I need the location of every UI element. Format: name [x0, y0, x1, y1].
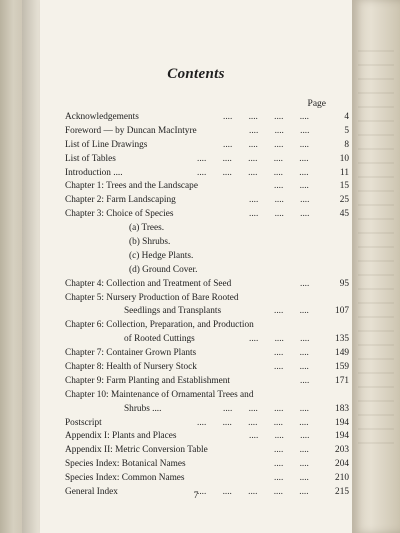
toc-page-number: 203: [335, 445, 349, 456]
toc-page-number: 11: [340, 167, 349, 178]
toc-entry-title: Chapter 3: Choice of Species: [65, 209, 174, 220]
toc-page-number: 204: [335, 459, 349, 470]
toc-entry: [65, 430, 349, 444]
book-page: [40, 0, 352, 533]
page-title: Contents: [167, 66, 225, 82]
toc-page-number: 149: [335, 348, 349, 359]
toc-entry: [65, 180, 349, 194]
toc-leader-dots: .... ....: [274, 362, 309, 373]
toc-entry: [65, 389, 349, 403]
toc-entry-title: General Index: [65, 487, 118, 498]
toc-leader-dots: ....: [300, 278, 310, 289]
toc-page-number: 5: [344, 125, 349, 136]
toc-leader-dots: .... .... .... .... ....: [197, 167, 309, 178]
toc-entry-title: Chapter 9: Farm Planting and Establishment: [65, 375, 230, 386]
book-spine: [0, 0, 22, 533]
toc-entry-title: Chapter 6: Collection, Preparation, and Production: [65, 320, 254, 331]
toc-page-number: 25: [339, 195, 349, 206]
toc-page-number: 159: [335, 362, 349, 373]
toc-entry-title: (a) Trees.: [129, 223, 165, 234]
toc-entry-title: of Rooted Cuttings: [124, 334, 195, 345]
toc-page-number: 45: [339, 209, 349, 220]
toc-page-number: 183: [335, 403, 349, 414]
toc-entry-title: (c) Hedge Plants.: [129, 250, 194, 261]
toc-leader-dots: .... .... .... ....: [223, 139, 309, 150]
toc-leader-dots: .... .... ....: [249, 431, 310, 442]
toc-leader-dots: .... .... ....: [249, 209, 310, 220]
toc-page-number: 10: [339, 153, 349, 164]
toc-entry-title: List of Line Drawings: [65, 139, 148, 150]
toc-page-number: 135: [335, 334, 349, 345]
toc-page-number: 194: [335, 417, 349, 428]
toc-entry: [65, 222, 349, 236]
page-column-header: Page: [307, 99, 326, 109]
facing-page-edge: [352, 0, 400, 533]
toc-leader-dots: .... ....: [274, 445, 309, 456]
toc-leader-dots: .... ....: [274, 459, 309, 470]
toc-entry: [65, 361, 349, 375]
toc-entry: [65, 236, 349, 250]
toc-leader-dots: .... ....: [274, 306, 309, 317]
toc-leader-dots: .... .... .... ....: [223, 112, 309, 122]
toc-page-number: 95: [339, 278, 349, 289]
toc-entry: [65, 264, 349, 278]
toc-entry: [65, 319, 349, 333]
toc-entry-title: Chapter 10: Maintenance of Ornamental Trees and: [65, 389, 254, 400]
toc-entry-title: Postscript: [65, 417, 102, 428]
toc-entry-title: Species Index: Botanical Names: [65, 459, 186, 470]
toc-entry: [65, 208, 349, 222]
toc-entry-title: Appendix II: Metric Conversion Table: [65, 445, 208, 456]
toc-leader-dots: .... .... .... .... ....: [197, 417, 309, 428]
toc-entry-title: Introduction ....: [65, 167, 123, 178]
toc-page-number: 210: [335, 473, 349, 484]
toc-entry: [65, 292, 349, 306]
toc-entry-title: Chapter 1: Trees and the Landscape: [65, 181, 198, 192]
toc-entry: [65, 167, 349, 181]
toc-page-number: 8: [344, 139, 349, 150]
toc-entry-title: Chapter 7: Container Grown Plants: [65, 348, 197, 359]
toc-leader-dots: .... .... .... .... ....: [197, 153, 309, 164]
toc-entry-title: Shrubs ....: [124, 403, 162, 414]
toc-leader-dots: .... .... ....: [249, 195, 310, 206]
toc-leader-dots: ....: [300, 375, 310, 386]
toc-page-number: 107: [335, 306, 349, 317]
toc-entry-title: Chapter 2: Farm Landscaping: [65, 195, 176, 206]
toc-entry: [65, 472, 349, 486]
toc-entry: [65, 347, 349, 361]
toc-entry-title: Chapter 5: Nursery Production of Bare Rooted: [65, 292, 239, 303]
toc-entry: [65, 139, 349, 153]
toc-leader-dots: .... .... .... .... ....: [197, 487, 309, 498]
toc-entry: [65, 153, 349, 167]
toc-page-number: 4: [344, 112, 349, 122]
toc-entry: [65, 111, 349, 125]
toc-page-number: 171: [335, 375, 349, 386]
toc-entry: [65, 444, 349, 458]
toc-entry-title: (d) Ground Cover.: [129, 264, 198, 275]
toc-leader-dots: .... ....: [274, 348, 309, 359]
toc-leader-dots: .... .... ....: [249, 125, 310, 136]
toc-leader-dots: .... ....: [274, 473, 309, 484]
toc-page-number: 15: [339, 181, 349, 192]
toc-entry: [65, 125, 349, 139]
toc-entry-title: Seedlings and Transplants: [124, 306, 222, 317]
toc-page-number: 194: [335, 431, 349, 442]
show-through-text: [358, 50, 394, 450]
toc-entry: [65, 375, 349, 389]
toc-entry: [65, 305, 349, 319]
toc-entry-title: Foreword — by Duncan MacIntyre: [65, 125, 197, 136]
toc-entry-title: Acknowledgements: [65, 112, 139, 122]
toc-entry-title: (b) Shrubs.: [129, 237, 171, 248]
page-number: 7: [193, 491, 199, 501]
toc-entry: [65, 458, 349, 472]
toc-entry: [65, 194, 349, 208]
gutter-shadow: [22, 0, 40, 533]
toc-entry-title: Chapter 4: Collection and Treatment of Seed: [65, 278, 232, 289]
toc-entry-title: List of Tables: [65, 153, 116, 164]
toc-entry: [65, 333, 349, 347]
toc-entry-title: Chapter 8: Health of Nursery Stock: [65, 362, 197, 373]
toc-entry: [65, 417, 349, 431]
toc-leader-dots: .... .... .... ....: [223, 403, 309, 414]
toc-entry: [65, 278, 349, 292]
toc-entry: [65, 403, 349, 417]
table-of-contents: [65, 111, 349, 500]
toc-leader-dots: .... ....: [274, 181, 309, 192]
toc-leader-dots: .... .... ....: [249, 334, 310, 345]
toc-entry: [65, 250, 349, 264]
toc-entry-title: Species Index: Common Names: [65, 473, 185, 484]
toc-page-number: 215: [335, 487, 349, 498]
toc-entry-title: Appendix I: Plants and Places: [65, 431, 177, 442]
